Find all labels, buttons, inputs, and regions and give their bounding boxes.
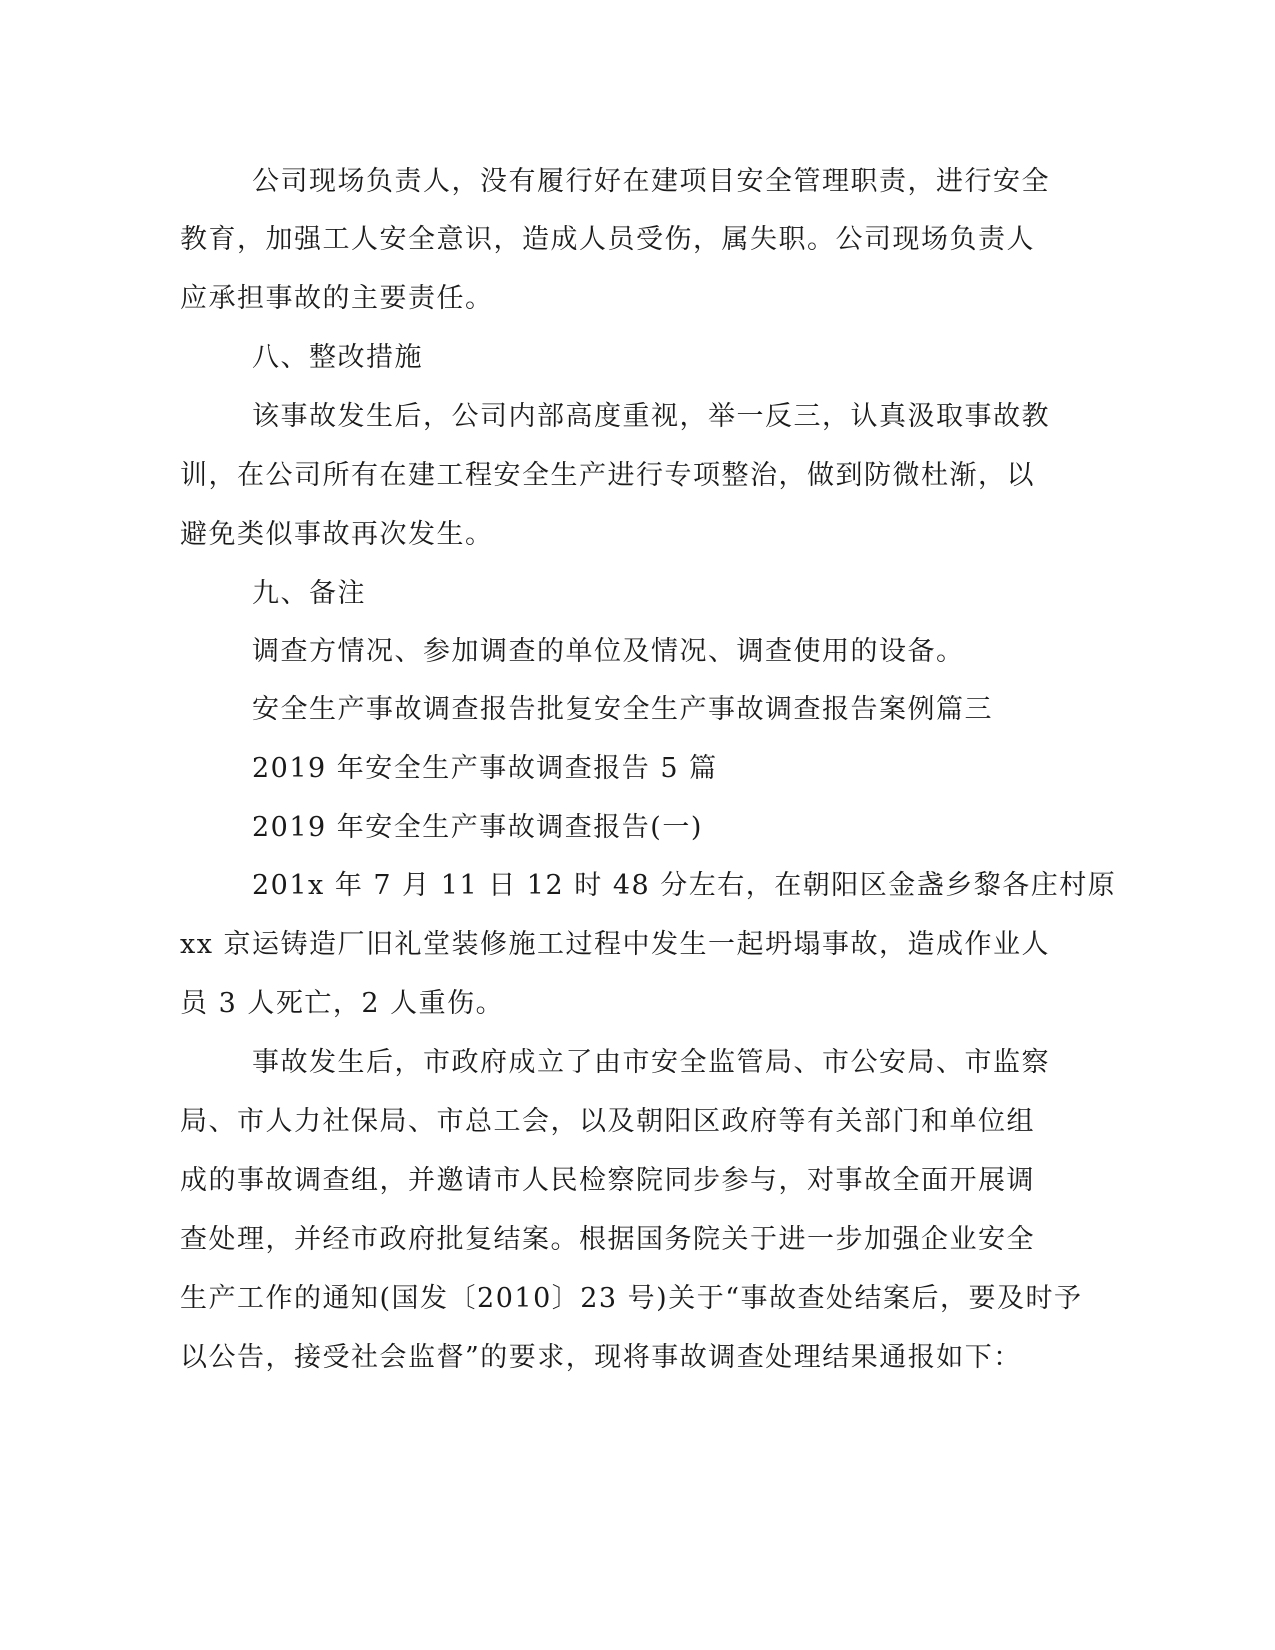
body-text-line: 避免类似事故再次发生。: [180, 519, 494, 550]
body-text-line: 该事故发生后，公司内部高度重视，举一反三，认真汲取事故教: [252, 401, 1050, 432]
body-text-line: 应承担事故的主要责任。: [180, 283, 494, 314]
body-text-line: 教育，加强工人安全意识，造成人员受伤，属失职。公司现场负责人: [180, 224, 1035, 255]
document-title-line: 2019 年安全生产事故调查报告 5 篇: [252, 753, 718, 784]
body-text-line: 训，在公司所有在建工程安全生产进行专项整治，做到防微杜渐，以: [180, 460, 1035, 491]
document-title-line: 安全生产事故调查报告批复安全生产事故调查报告案例篇三: [252, 694, 993, 725]
body-text-line: 查处理，并经市政府批复结案。根据国务院关于进一步加强企业安全: [180, 1224, 1035, 1255]
section-heading: 九、备注: [252, 578, 366, 609]
body-text-line: xx 京运铸造厂旧礼堂装修施工过程中发生一起坍塌事故，造成作业人: [180, 929, 1051, 960]
body-text-line: 局、市人力社保局、市总工会，以及朝阳区政府等有关部门和单位组: [180, 1106, 1035, 1137]
body-text-line: 生产工作的通知(国发〔2010〕23 号)关于“事故查处结案后，要及时予: [180, 1283, 1083, 1314]
document-title-line: 2019 年安全生产事故调查报告(一): [252, 812, 703, 843]
body-text-line: 调查方情况、参加调查的单位及情况、调查使用的设备。: [252, 636, 965, 667]
body-text-line: 201x 年 7 月 11 日 12 时 48 分左右，在朝阳区金盏乡黎各庄村原: [252, 870, 1117, 901]
body-text-line: 公司现场负责人，没有履行好在建项目安全管理职责，进行安全: [252, 166, 1050, 197]
body-text-line: 成的事故调查组，并邀请市人民检察院同步参与，对事故全面开展调: [180, 1165, 1035, 1196]
body-text-line: 员 3 人死亡，2 人重伤。: [180, 988, 505, 1019]
body-text-line: 事故发生后，市政府成立了由市安全监管局、市公安局、市监察: [252, 1047, 1050, 1078]
body-text-line: 以公告，接受社会监督”的要求，现将事故调查处理结果通报如下：: [180, 1342, 1022, 1373]
section-heading: 八、整改措施: [252, 342, 423, 373]
